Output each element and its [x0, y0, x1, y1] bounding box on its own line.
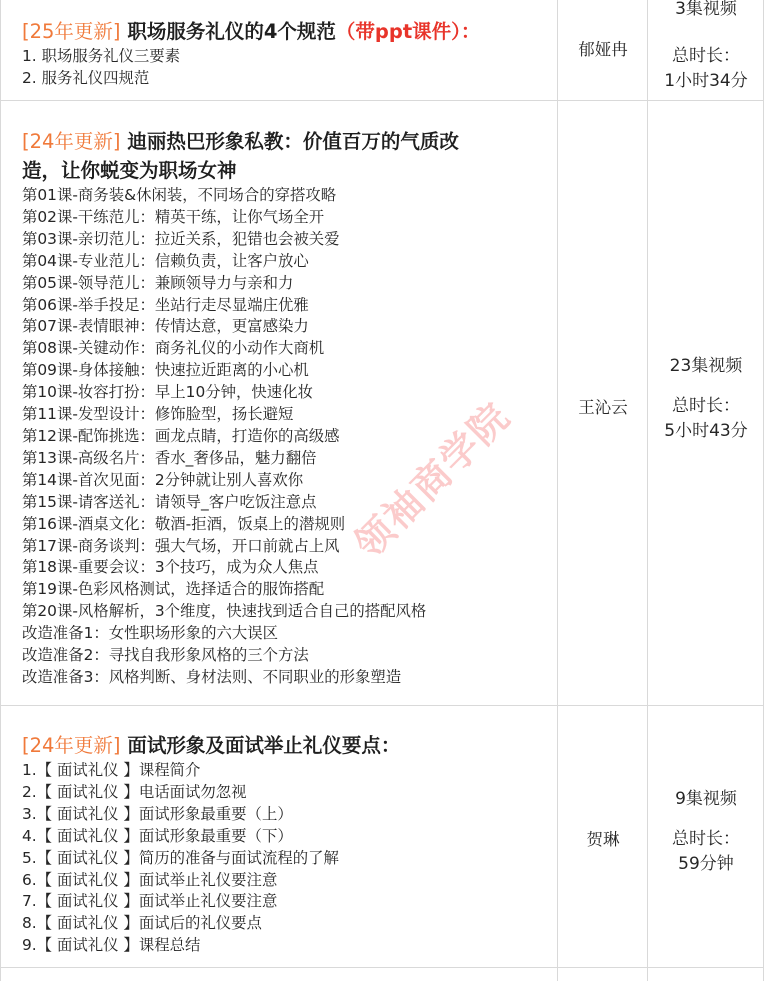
lesson-item: 改造准备2：寻找自我形象风格的三个方法 — [22, 646, 309, 665]
duration-label: 总时长： — [672, 46, 740, 66]
course-title-highlight: （带ppt课件）： — [335, 20, 481, 43]
course-title — [22, 127, 459, 156]
lesson-item: 改造准备3：风格判断、身材法则、不同职业的形象塑造 — [22, 667, 402, 686]
update-tag: [24年更新] — [22, 130, 121, 153]
duration-value: 5小时43分 — [664, 421, 748, 441]
lesson-item: 7.【 面试礼仪 】面试举止礼仪要注意 — [22, 892, 278, 911]
teacher-name: 王沁云 — [578, 398, 628, 417]
course-title — [22, 731, 400, 760]
lesson-item: 5.【 面试礼仪 】简历的准备与面试流程的了解 — [22, 848, 339, 867]
episode-count: 23集视频 — [669, 356, 743, 376]
lesson-item: 第18课-重要会议：3个技巧，成为众人焦点 — [22, 558, 319, 577]
lesson-item: 第14课-首次见面：2分钟就让别人喜欢你 — [22, 470, 304, 489]
grid-line — [0, 100, 764, 101]
lesson-item: 第13课-高级名片：香水_奢侈品，魅力翻倍 — [22, 448, 317, 467]
watermark: 领袖商学院 — [346, 393, 519, 567]
lesson-item: 第10课-妆容打扮：早上10分钟，快速化妆 — [22, 383, 313, 402]
duration-value: 1小时34分 — [664, 71, 748, 91]
course-stats — [648, 354, 764, 444]
course-stats — [648, 787, 764, 877]
lesson-item: 第11课-发型设计：修饰脸型，扬长避短 — [22, 405, 294, 424]
lesson-item: 第12课-配饰挑选：画龙点睛，打造你的高级感 — [22, 426, 340, 445]
grid-line — [0, 0, 1, 981]
lesson-item: 第03课-亲切范儿：拉近关系，犯错也会被关爱 — [22, 229, 340, 248]
lesson-item: 9.【 面试礼仪 】课程总结 — [22, 936, 201, 955]
lesson-item: 第07课-表情眼神：传情达意，更富感染力 — [22, 317, 309, 336]
grid-line — [0, 705, 764, 706]
course-description — [22, 731, 400, 957]
duration-label: 总时长： — [672, 396, 740, 416]
lesson-item: 第15课-请客送礼：请领导_客户吃饭注意点 — [22, 492, 317, 511]
lesson-item: 第02课-干练范儿：精英干练，让你气场全开 — [22, 207, 325, 226]
grid-line — [0, 967, 764, 968]
lesson-item: 第01课-商务装&休闲装，不同场合的穿搭攻略 — [22, 186, 337, 204]
teacher-name: 郁娅冉 — [578, 40, 628, 59]
course-title-line2: 造，让你蜕变为职场女神 — [22, 159, 237, 182]
lesson-list — [22, 185, 459, 689]
lesson-item: 第16课-酒桌文化：敬酒-拒酒，饭桌上的潜规则 — [22, 514, 346, 533]
teacher-name: 贺琳 — [586, 830, 620, 849]
course-description — [22, 17, 480, 90]
lesson-item: 第20课-风格解析，3个维度，快速找到适合自己的搭配风格 — [22, 602, 427, 621]
lesson-list — [22, 760, 400, 957]
course-description — [22, 127, 459, 689]
course-stats — [648, 0, 764, 94]
spacer — [648, 379, 764, 394]
episode-count: 9集视频 — [675, 789, 737, 809]
lesson-item: 2. 服务礼仪四规范 — [22, 68, 150, 87]
lesson-item: 第08课-关键动作：商务礼仪的小动作大商机 — [22, 339, 325, 358]
update-tag: [24年更新] — [22, 734, 121, 757]
course-title — [22, 17, 480, 46]
lesson-item: 第09课-身体接触：快速拉近距离的小心机 — [22, 361, 309, 380]
lesson-item: 第05课-领导范儿：兼顾领导力与亲和力 — [22, 273, 294, 292]
lesson-item: 3.【 面试礼仪 】面试形象最重要（上） — [22, 804, 293, 823]
lesson-item: 4.【 面试礼仪 】面试形象最重要（下） — [22, 826, 293, 845]
course-title-text: 职场服务礼仪的4个规范 — [127, 20, 336, 43]
course-title-text: 迪丽热巴形象私教：价值百万的气质改 — [127, 130, 459, 153]
lesson-item: 8.【 面试礼仪 】面试后的礼仪要点 — [22, 914, 262, 933]
lesson-item: 6.【 面试礼仪 】面试举止礼仪要注意 — [22, 870, 278, 889]
duration-label: 总时长： — [672, 829, 740, 849]
lesson-item: 改造准备1：女性职场形象的六大误区 — [22, 624, 279, 643]
lesson-item: 第04课-专业范儿：信赖负责，让客户放心 — [22, 251, 309, 270]
spacer — [648, 812, 764, 827]
course-title-text: 面试形象及面试举止礼仪要点： — [127, 734, 401, 757]
lesson-item: 第17课-商务谈判：强大气场，开口前就占上风 — [22, 536, 340, 555]
lesson-item: 第06课-举手投足：坐站行走尽显端庄优雅 — [22, 295, 309, 314]
lesson-item: 2.【 面试礼仪 】电话面试勿忽视 — [22, 782, 247, 801]
lesson-item: 1.【 面试礼仪 】课程简介 — [22, 761, 201, 779]
lesson-item: 第19课-色彩风格测试，选择适合的服饰搭配 — [22, 580, 325, 599]
spacer — [648, 22, 764, 44]
update-tag: [25年更新] — [22, 20, 121, 43]
duration-value: 59分钟 — [678, 854, 734, 874]
episode-count: 3集视频 — [675, 0, 737, 19]
lesson-item: 1. 职场服务礼仪三要素 — [22, 47, 181, 65]
